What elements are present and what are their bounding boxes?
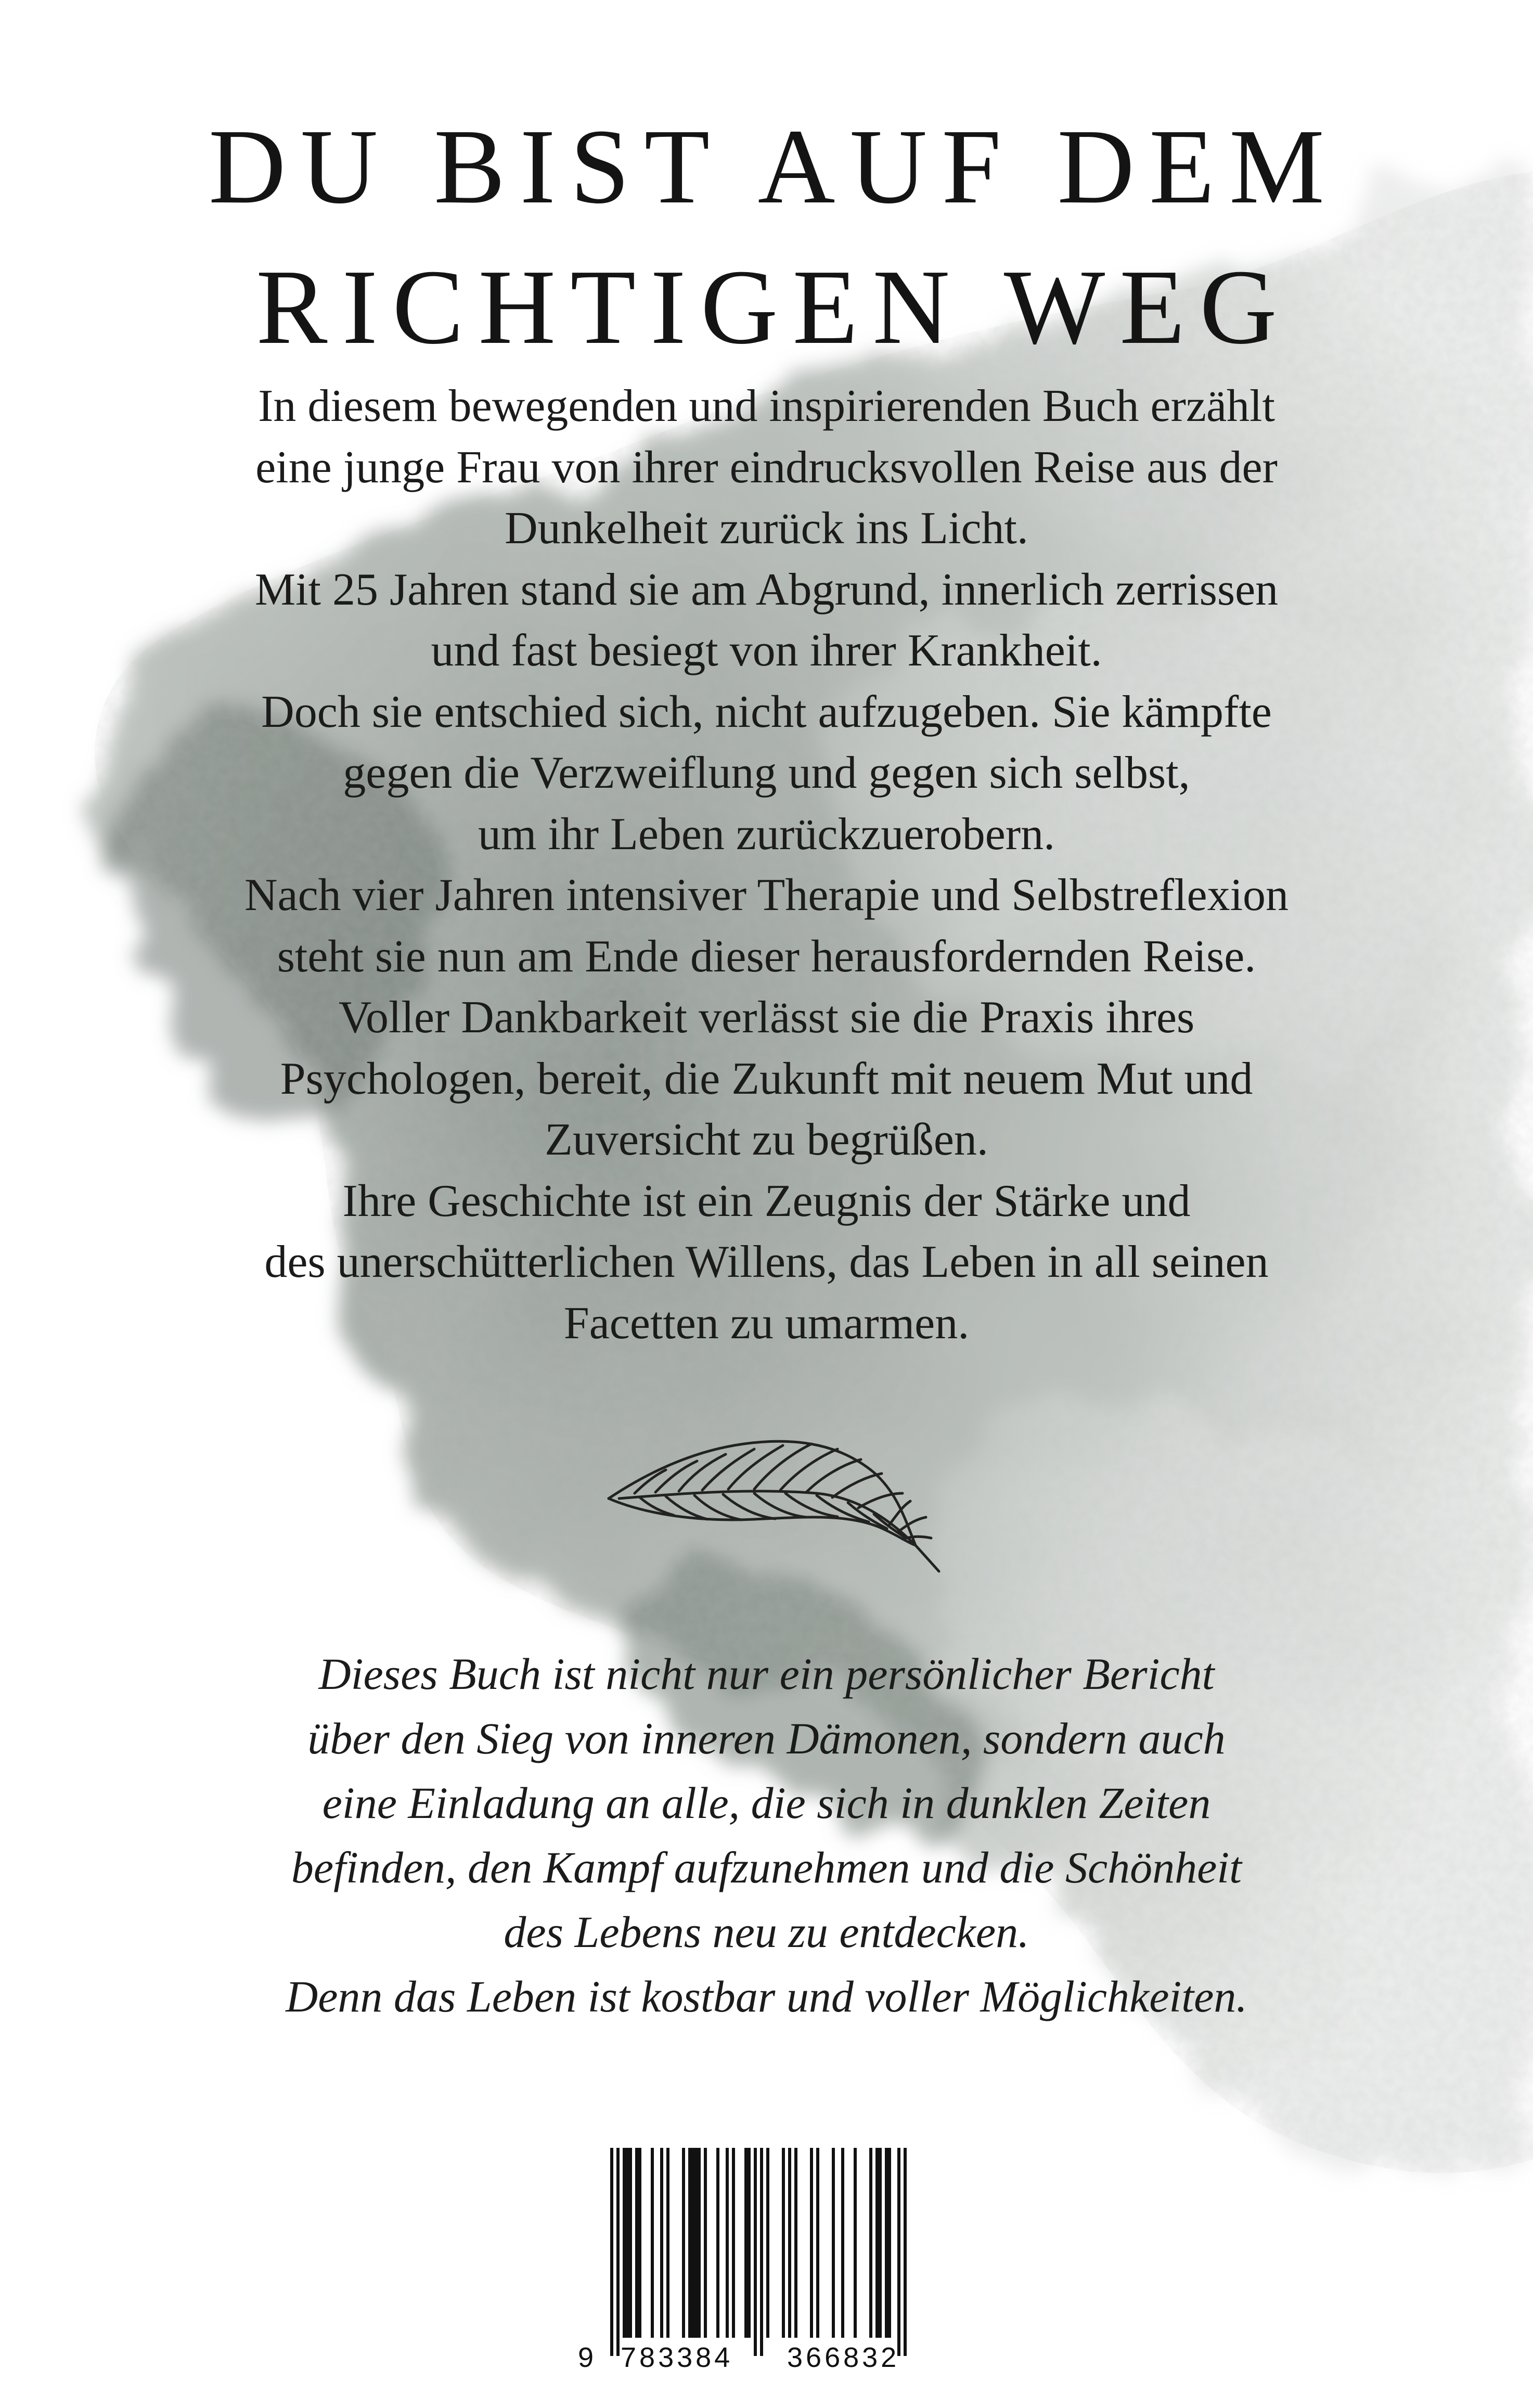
barcode-bar	[748, 2148, 751, 2338]
barcode-bar	[691, 2148, 694, 2338]
description-line: Psychologen, bereit, die Zukunft mit neuem Mut und	[280, 1053, 1253, 1104]
barcode-bar	[744, 2148, 748, 2338]
barcode-bar	[660, 2148, 663, 2338]
description-line: Doch sie entschied sich, nicht aufzugeben. Sie kämpfte	[261, 686, 1272, 737]
closing-line: über den Sieg von inneren Dämonen, sondern auch	[307, 1713, 1226, 1763]
barcode-bar	[616, 2148, 620, 2356]
barcode-bar	[726, 2148, 729, 2338]
description-line: um ihr Leben zurückzuerobern.	[478, 809, 1055, 860]
barcode-bar	[760, 2148, 763, 2356]
barcode-bar	[888, 2148, 891, 2338]
description-line: und fast besiegt von ihrer Krankheit.	[431, 625, 1102, 676]
barcode-digits	[569, 2341, 943, 2373]
feather-icon	[598, 1415, 952, 1582]
barcode-bar	[766, 2148, 769, 2338]
barcode-bar	[716, 2148, 719, 2338]
barcode-bar	[832, 2148, 835, 2338]
closing-line: befinden, den Kampf aufzunehmen und die Schönheit	[291, 1842, 1242, 1892]
barcode-bar	[794, 2148, 797, 2338]
description-line: Zuversicht zu begrüßen.	[545, 1115, 988, 1165]
barcode-bar	[688, 2148, 691, 2338]
barcode-digits-right: 366832	[787, 2342, 900, 2373]
barcode-bar	[854, 2148, 857, 2338]
barcode-bar	[885, 2148, 888, 2338]
description-line: Voller Dankbarkeit verlässt sie die Praxis ihres	[338, 992, 1195, 1043]
description-line: Nach vier Jahren intensiver Therapie und Selbstreflexion	[244, 870, 1289, 920]
description-line: steht sie nun am Ende dieser herausfordernden Reise.	[277, 931, 1256, 982]
barcode-bar	[694, 2148, 698, 2338]
barcode-bar	[638, 2148, 641, 2338]
barcode-bars	[569, 2137, 943, 2377]
barcode-bar	[904, 2148, 907, 2356]
title-line-2: RICHTIGEN WEG	[256, 247, 1292, 366]
closing-line: des Lebens neu zu entdecken.	[504, 1907, 1029, 1957]
description-line: eine junge Frau von ihrer eindrucksvollen Reise aus der	[255, 442, 1278, 493]
barcode-digits-left: 783384	[621, 2342, 733, 2373]
barcode-bar	[875, 2148, 879, 2338]
barcode-bar	[810, 2148, 813, 2338]
blurb-description	[62, 376, 1471, 1354]
description-line: Mit 25 Jahren stand sie am Abgrund, innerlich zerrissen	[254, 564, 1279, 615]
description-line: Ihre Geschichte ist ein Zeugnis der Stärke und	[342, 1175, 1191, 1226]
barcode-bar	[788, 2148, 791, 2338]
description-line: In diesem bewegenden und inspirierenden Buch erzählt	[258, 381, 1275, 431]
barcode-bar	[651, 2148, 654, 2338]
description-line: Dunkelheit zurück ins Licht.	[505, 503, 1028, 554]
book-title	[0, 96, 1533, 377]
isbn-barcode	[569, 2137, 943, 2377]
barcode-bar	[623, 2148, 626, 2338]
barcode-bar	[666, 2148, 669, 2338]
barcode-bar	[732, 2148, 735, 2338]
barcode-bar	[610, 2148, 613, 2356]
title-line-1: DU BIST AUF DEM	[208, 107, 1339, 226]
barcode-bar	[816, 2148, 819, 2338]
barcode-bar	[782, 2148, 785, 2338]
closing-line: Dieses Buch ist nicht nur ein persönlicher Bericht	[318, 1649, 1215, 1699]
closing-statement	[62, 1642, 1471, 2029]
barcode-bar	[869, 2148, 872, 2338]
description-line: Facetten zu umarmen.	[563, 1298, 970, 1349]
barcode-bar	[629, 2148, 632, 2338]
barcode-bar	[626, 2148, 629, 2338]
barcode-bar	[704, 2148, 707, 2338]
barcode-bar	[754, 2148, 757, 2356]
closing-line: Denn das Leben ist kostbar und voller Möglichkeiten.	[286, 1971, 1247, 2021]
closing-line: eine Einladung an alle, die sich in dunklen Zeiten	[322, 1778, 1211, 1828]
barcode-digit-first: 9	[578, 2342, 597, 2373]
barcode-bar	[897, 2148, 900, 2356]
barcode-bar	[635, 2148, 638, 2338]
barcode-bar	[682, 2148, 685, 2338]
description-line: gegen die Verzweiflung und gegen sich selbst,	[343, 748, 1190, 798]
description-line: des unerschütterlichen Willens, das Leben in all seinen	[264, 1237, 1269, 1287]
barcode-bar	[698, 2148, 701, 2338]
barcode-bar	[879, 2148, 882, 2338]
barcode-bar	[841, 2148, 844, 2338]
